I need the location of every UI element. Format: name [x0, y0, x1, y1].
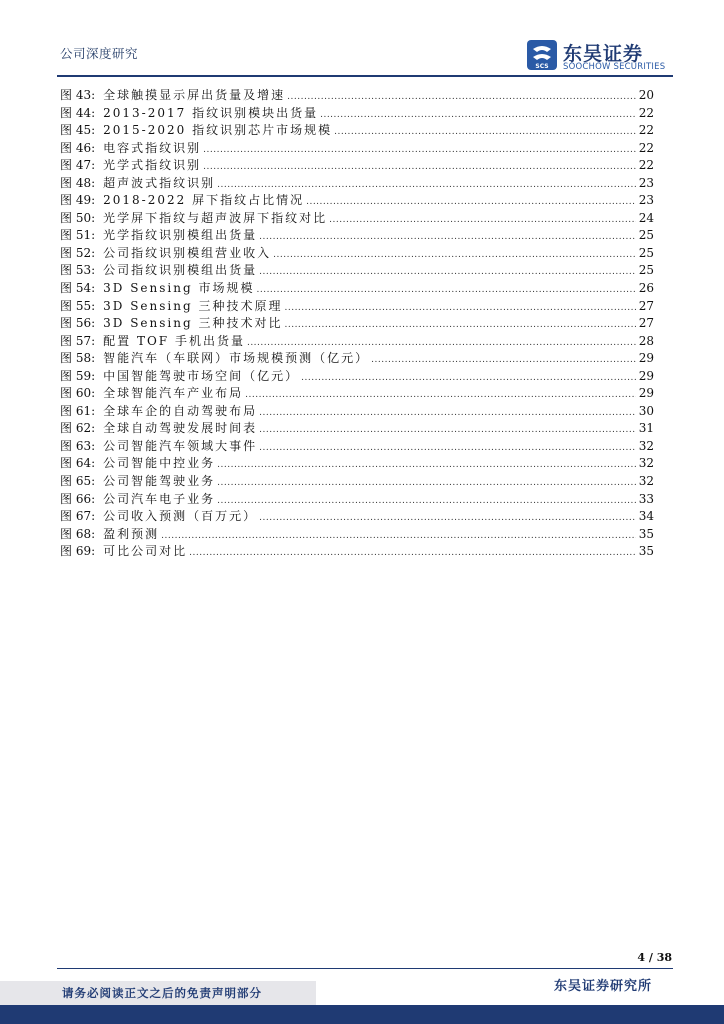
toc-entry[interactable] — [60, 438, 654, 456]
toc-page-number: 27 — [638, 316, 654, 331]
toc-page-number: 29 — [638, 351, 654, 366]
toc-figure-title: 全球触摸显示屏出货量及增速 — [103, 88, 286, 102]
toc-figure-label: 图 61: — [60, 403, 96, 418]
footer-divider — [57, 968, 673, 969]
footer-disclaimer: 请务必阅读正文之后的免责声明部分 — [62, 986, 262, 1000]
toc-figure-label: 图 46: — [60, 140, 96, 155]
toc-figure-title: 光学式指纹识别 — [103, 158, 202, 173]
toc-entry[interactable] — [60, 526, 654, 544]
toc-entry[interactable] — [60, 350, 654, 368]
toc-page-number: 20 — [638, 88, 654, 102]
toc-figure-label: 图 44: — [60, 105, 96, 120]
toc-figure-title: 2013-2017 指纹识别模块出货量 — [103, 105, 319, 120]
page-number: 4 / 38 — [637, 951, 672, 964]
toc-entry[interactable] — [60, 298, 654, 316]
toc-figure-label: 图 66: — [60, 491, 96, 506]
toc-figure-title: 光学屏下指纹与超声波屏下指纹对比 — [103, 210, 328, 225]
footer-bottom-band — [0, 1005, 724, 1024]
toc-figure-title: 盈利预测 — [103, 526, 160, 541]
toc-figure-label: 图 68: — [60, 526, 96, 541]
toc-figure-title: 公司收入预测（百万元） — [103, 509, 258, 524]
toc-page-number: 25 — [638, 228, 654, 243]
toc-page-number: 31 — [638, 421, 654, 436]
toc-page-number: 34 — [638, 509, 654, 524]
toc-figure-title: 电容式指纹识别 — [103, 140, 202, 155]
toc-figure-label: 图 50: — [60, 210, 96, 225]
toc-page-number: 25 — [638, 245, 654, 260]
toc-entry[interactable] — [60, 157, 654, 175]
toc-entry[interactable] — [60, 87, 654, 105]
toc-figure-title: 公司智能中控业务 — [103, 456, 216, 471]
toc-figure-title: 3D Sensing 三种技术原理 — [103, 298, 283, 313]
toc-entry[interactable] — [60, 175, 654, 193]
toc-entry[interactable] — [60, 192, 654, 210]
toc-figure-title: 配置 TOF 手机出货量 — [103, 333, 245, 348]
toc-entry[interactable] — [60, 245, 654, 263]
toc-figure-label: 图 58: — [60, 351, 96, 366]
toc-figure-title: 智能汽车（车联网）市场规模预测（亿元） — [103, 351, 370, 366]
logo-mark-text: SCS — [535, 63, 549, 70]
logo-english-name: SOOCHOW SECURITIES — [563, 62, 666, 72]
toc-figure-title: 公司智能汽车领域大事件 — [103, 438, 258, 453]
toc-entry[interactable] — [60, 105, 654, 123]
figure-index-list — [60, 87, 654, 561]
toc-figure-title: 3D Sensing 市场规模 — [103, 281, 255, 296]
toc-figure-label: 图 63: — [60, 438, 96, 453]
toc-entry[interactable] — [60, 420, 654, 438]
toc-entry[interactable] — [60, 491, 654, 509]
toc-page-number: 26 — [638, 281, 654, 296]
soochow-logo-icon — [527, 40, 557, 70]
toc-entry[interactable] — [60, 210, 654, 228]
logo-chinese-name: 东吴证券 — [563, 43, 644, 65]
toc-figure-title: 公司汽车电子业务 — [103, 491, 216, 506]
toc-figure-title: 可比公司对比 — [103, 544, 188, 559]
toc-page-number: 23 — [638, 175, 654, 190]
toc-figure-label: 图 52: — [60, 245, 96, 260]
toc-page-number: 22 — [638, 123, 654, 138]
toc-page-number: 29 — [638, 368, 654, 383]
toc-page-number: 23 — [638, 193, 654, 208]
toc-figure-title: 2018-2022 屏下指纹占比情况 — [103, 193, 305, 208]
header-divider — [57, 75, 673, 77]
toc-page-number: 35 — [638, 526, 654, 541]
toc-figure-label: 图 57: — [60, 333, 96, 348]
toc-figure-label: 图 56: — [60, 316, 96, 331]
company-logo — [527, 40, 677, 72]
toc-entry[interactable] — [60, 122, 654, 140]
toc-page-number: 28 — [638, 333, 654, 348]
toc-page-number: 24 — [638, 210, 654, 225]
toc-figure-label: 图 60: — [60, 386, 96, 401]
toc-entry[interactable] — [60, 543, 654, 561]
toc-figure-title: 全球自动驾驶发展时间表 — [103, 421, 258, 436]
toc-figure-label: 图 65: — [60, 474, 96, 489]
toc-page-number: 22 — [638, 158, 654, 173]
toc-figure-label: 图 53: — [60, 263, 96, 278]
toc-entry[interactable] — [60, 315, 654, 333]
toc-entry[interactable] — [60, 455, 654, 473]
toc-figure-title: 超声波式指纹识别 — [103, 175, 216, 190]
toc-entry[interactable] — [60, 280, 654, 298]
toc-figure-title: 公司指纹识别模组出货量 — [103, 263, 258, 278]
toc-entry[interactable] — [60, 140, 654, 158]
report-category: 公司深度研究 — [60, 46, 139, 61]
toc-figure-label: 图 69: — [60, 544, 96, 559]
toc-figure-label: 图 45: — [60, 123, 96, 138]
toc-page-number: 30 — [638, 403, 654, 418]
toc-figure-title: 中国智能驾驶市场空间（亿元） — [103, 368, 300, 383]
toc-figure-label: 图 59: — [60, 368, 96, 383]
toc-figure-title: 3D Sensing 三种技术对比 — [103, 316, 283, 331]
toc-figure-title: 公司智能驾驶业务 — [103, 474, 216, 489]
toc-figure-label: 图 48: — [60, 175, 96, 190]
toc-figure-label: 图 55: — [60, 298, 96, 313]
toc-entry[interactable] — [60, 508, 654, 526]
toc-figure-title: 全球智能汽车产业布局 — [103, 386, 244, 401]
toc-figure-label: 图 51: — [60, 228, 96, 243]
toc-figure-title: 光学指纹识别模组出货量 — [103, 228, 258, 243]
toc-page-number: 29 — [638, 386, 654, 401]
toc-page-number: 32 — [638, 456, 654, 471]
toc-figure-label: 图 49: — [60, 193, 96, 208]
toc-entry[interactable] — [60, 385, 654, 403]
toc-entry[interactable] — [60, 333, 654, 351]
toc-figure-label: 图 64: — [60, 456, 96, 471]
toc-figure-label: 图 43: — [60, 88, 96, 102]
toc-entry[interactable] — [60, 473, 654, 491]
toc-page-number: 22 — [638, 140, 654, 155]
toc-figure-title: 公司指纹识别模组营业收入 — [103, 245, 272, 260]
toc-figure-label: 图 54: — [60, 281, 96, 296]
toc-page-number: 25 — [638, 263, 654, 278]
toc-page-number: 22 — [638, 105, 654, 120]
toc-figure-label: 图 62: — [60, 421, 96, 436]
toc-page-number: 27 — [638, 298, 654, 313]
toc-entry[interactable] — [60, 227, 654, 245]
footer-institute-name: 东吴证券研究所 — [553, 979, 652, 994]
toc-page-number: 35 — [638, 544, 654, 559]
toc-entry[interactable] — [60, 403, 654, 421]
toc-figure-label: 图 67: — [60, 509, 96, 524]
toc-figure-title: 全球车企的自动驾驶布局 — [103, 403, 258, 418]
toc-figure-label: 图 47: — [60, 158, 96, 173]
toc-entry[interactable] — [60, 368, 654, 386]
toc-dot-leader — [189, 543, 636, 563]
toc-page-number: 33 — [638, 491, 654, 506]
toc-page-number: 32 — [638, 474, 654, 489]
toc-entry[interactable] — [60, 262, 654, 280]
toc-figure-title: 2015-2020 指纹识别芯片市场规模 — [103, 123, 333, 138]
toc-page-number: 32 — [638, 438, 654, 453]
